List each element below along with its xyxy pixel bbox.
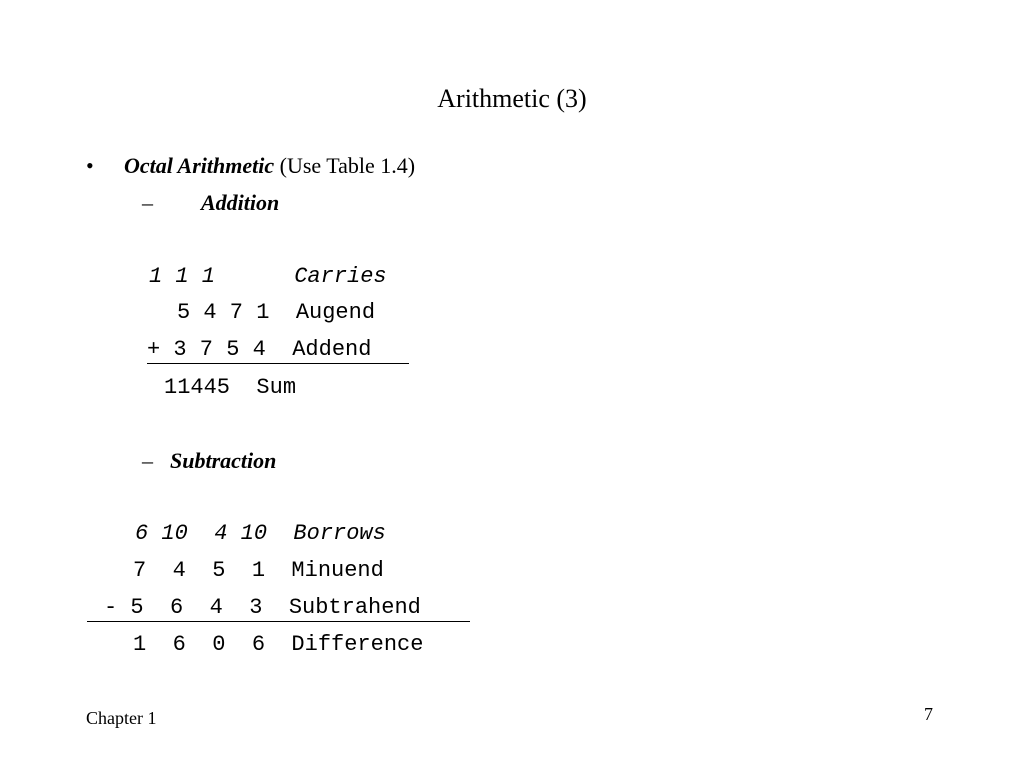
carries-row: 1 1 1 Carries bbox=[149, 264, 387, 289]
bullet-note: (Use Table 1.4) bbox=[279, 153, 416, 178]
bullet-label: Octal Arithmetic bbox=[124, 153, 275, 178]
footer-chapter: Chapter 1 bbox=[86, 708, 157, 728]
page-number: 7 bbox=[924, 704, 933, 724]
bullet-marker: • bbox=[86, 153, 94, 178]
dash-marker: – bbox=[142, 448, 153, 473]
subtrahend-row: - 5 6 4 3 Subtrahend bbox=[104, 595, 421, 620]
sub-bullet-addition bbox=[142, 189, 279, 217]
dash-marker: – bbox=[142, 190, 153, 215]
augend-row: 5 4 7 1 Augend bbox=[177, 300, 376, 325]
sub-bullet-subtraction bbox=[142, 447, 276, 475]
subtraction-heading: Subtraction bbox=[170, 448, 277, 473]
minuend-row: 7 4 5 1 Minuend bbox=[133, 558, 384, 583]
sum-row: 11445 Sum bbox=[164, 375, 297, 400]
addition-sum-rule bbox=[147, 363, 409, 364]
bullet-octal-arithmetic bbox=[86, 152, 415, 180]
addend-row: + 3 7 5 4 Addend bbox=[147, 337, 372, 362]
addition-heading: Addition bbox=[201, 190, 280, 215]
borrows-row: 6 10 4 10 Borrows bbox=[135, 521, 386, 546]
difference-row: 1 6 0 6 Difference bbox=[133, 632, 424, 657]
slide-title: Arithmetic (3) bbox=[437, 84, 587, 113]
subtraction-difference-rule bbox=[87, 621, 470, 622]
